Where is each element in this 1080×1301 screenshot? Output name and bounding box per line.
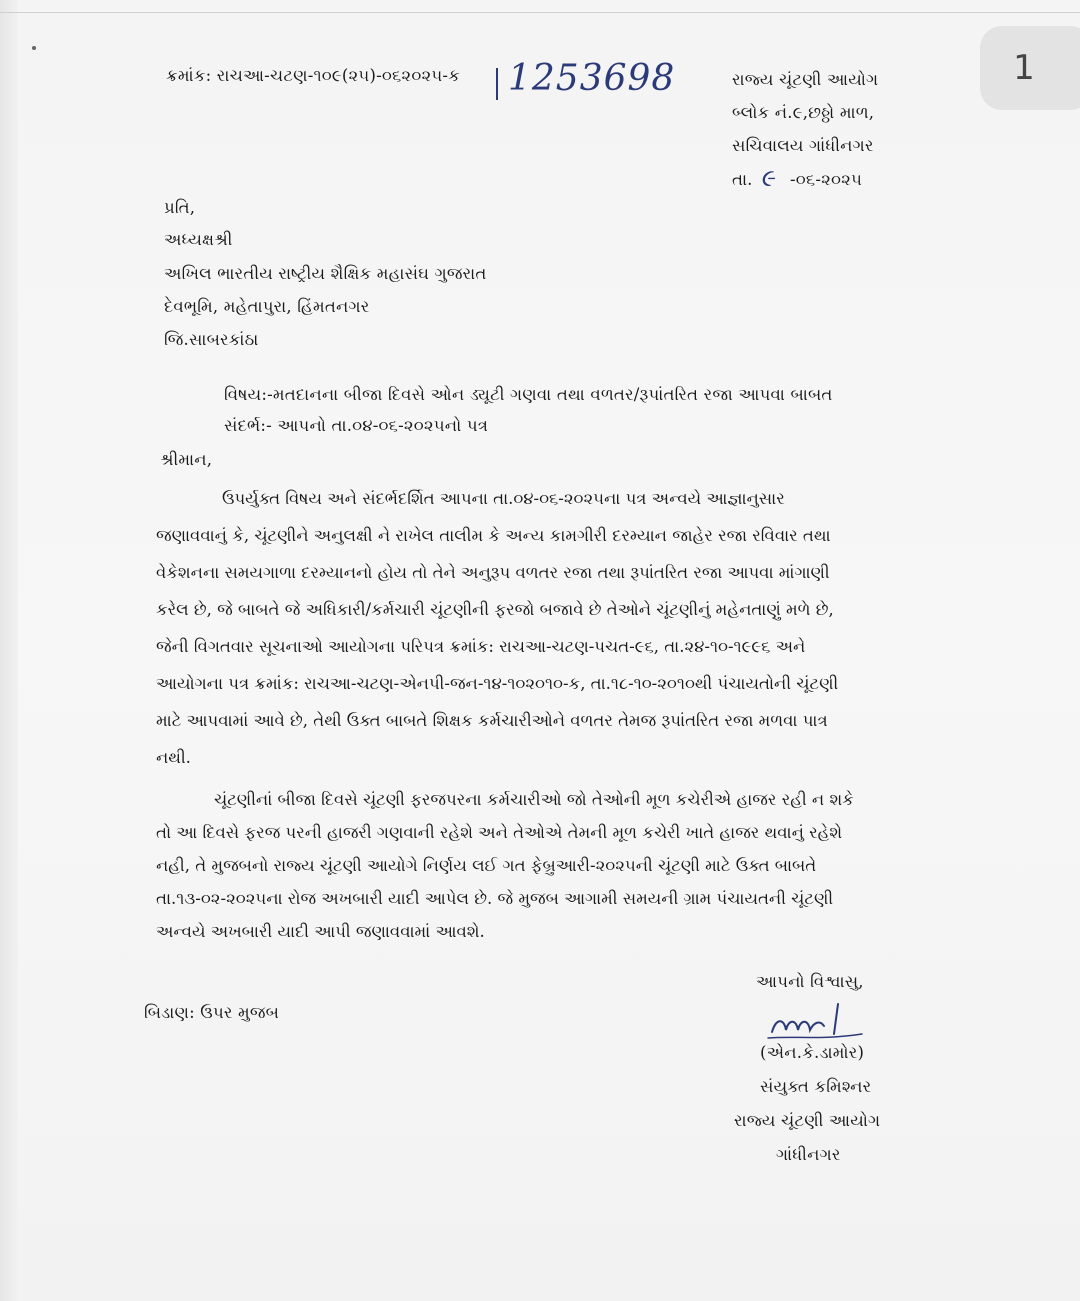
paragraph-1-line: કરેલ છે, જે બાબતે જે અધિકારી/કર્મચારી ચૂંટણીની ફરજો બજાવે છે તેઓને ચૂંટણીનું મહેનતાણું મળે છે, (156, 600, 834, 619)
handwritten-stroke (496, 68, 498, 100)
signatory-place: ગાંધીનગર (776, 1145, 841, 1164)
paragraph-1-line: ઉપર્યુક્ત વિષય અને સંદર્ભદર્શિત આપના તા.૦૪-૦૬-૨૦૨૫ના પત્ર અન્વયે આજ્ઞાનુસાર (222, 489, 785, 508)
paragraph-1-line: વેકેશનના સમયગાળા દરમ્યાનનો હોય તો તેને અનુરૂપ વળતર રજા તથા રૂપાંતરિત રજા આપવા માંગાણી (156, 563, 830, 582)
paragraph-1-line: નથી. (156, 748, 191, 767)
enclosure-note: બિડાણ: ઉપર મુજબ (144, 1003, 280, 1022)
salutation: શ્રીમાન, (160, 450, 213, 469)
paragraph-2-line: નહી, તે મુજબનો રાજ્ય ચૂંટણી આયોગે નિર્ણય લઈ ગત ફેબ્રુઆરી-૨૦૨૫ની ચૂંટણી માટે ઉક્ત બાબતે (156, 856, 817, 875)
handwritten-ref-number: 1253698 (508, 58, 676, 99)
paper-edge (0, 0, 18, 1301)
page-number-badge (980, 26, 1080, 110)
reference-number: ક્રમાંક: રાચઆ-ચટણ-૧૦૯(૨૫)-૦૬૨૦૨૫-ક (166, 66, 460, 85)
letter-date-prefix: તા. (732, 170, 753, 189)
letter-date-suffix: -૦૬-૨૦૨૫ (790, 170, 863, 189)
letter-subject: વિષય:-મતદાનના બીજા દિવસે ઓન ડ્યૂટી ગણવા તથા વળતર/રૂપાંતરિત રજા આપવા બાબત (224, 385, 833, 404)
handwritten-day: ૯ (760, 164, 775, 192)
closing-phrase: આપનો વિશ્વાસુ, (756, 972, 864, 991)
recipient-to: પ્રતિ, (164, 198, 196, 217)
recipient-line-3: દેવભૂમિ, મહેતાપુરા, હિંમતનગર (164, 297, 370, 316)
top-rule (0, 12, 1080, 13)
office-line-3: સચિવાલય ગાંધીનગર (732, 136, 874, 155)
paragraph-1-line: જેની વિગતવાર સૂચનાઓ આયોગના પરિપત્ર ક્રમાંક: રાચઆ-ચટણ-પચત-૯૬, તા.૨૪-૧૦-૧૯૯૬ અને (156, 637, 806, 656)
paragraph-2-line: તો આ દિવસે ફરજ પરની હાજરી ગણવાની રહેશે અને તેઓએ તેમની મૂળ કચેરી ખાતે હાજર થવાનું રહેશે (156, 823, 843, 842)
handwritten-signature (764, 998, 874, 1046)
paragraph-1 (156, 480, 936, 776)
office-line-1: રાજ્ય ચૂંટણી આયોગ (732, 70, 879, 89)
recipient-line-2: અખિલ ભારતીય રાષ્ટ્રીય શૈક્ષિક મહાસંઘ ગુજરાત (164, 264, 487, 283)
letter-reference: સંદર્ભ:- આપનો તા.૦૪-૦૬-૨૦૨૫નો પત્ર (224, 416, 489, 435)
page-number: 1 (1013, 48, 1035, 88)
scan-speck (32, 46, 36, 50)
recipient-line-1: અધ્યક્ષશ્રી (164, 230, 233, 249)
recipient-line-4: જિ.સાબરકાંઠા (164, 330, 259, 349)
paragraph-2-line: અન્વયે અખબારી યાદી આપી જણાવવામાં આવશે. (156, 922, 485, 941)
signatory-title: સંયુક્ત કમિશ્નર (760, 1077, 872, 1096)
signatory-organization: રાજ્ય ચૂંટણી આયોગ (734, 1111, 881, 1130)
paragraph-2-line: તા.૧૩-૦૨-૨૦૨૫ના રોજ અખબારી યાદી આપેલ છે. જે મુજબ આગામી સમયની ગ્રામ પંચાયતની ચૂંટણી (156, 889, 834, 908)
paragraph-1-line: જણાવવાનું કે, ચૂંટણીને અનુલક્ષી ને રાખેલ તાલીમ કે અન્ય કામગીરી દરમ્યાન જાહેર રજા રવિવાર તથા (156, 526, 831, 545)
paragraph-2 (156, 783, 936, 948)
paragraph-1-line: માટે આપવામાં આવે છે, તેથી ઉક્ત બાબતે શિક્ષક કર્મચારીઓને વળતર તેમજ રૂપાંતરિત રજા મળવા પાત્ર (156, 711, 828, 730)
paragraph-1-line: આયોગના પત્ર ક્રમાંક: રાચઆ-ચટણ-એનપી-જન-૧૪-૧૦૨૦૧૦-ક, તા.૧૮-૧૦-૨૦૧૦થી પંચાયતોની ચૂંટણી (156, 674, 839, 693)
office-line-2: બ્લોક નં.૯,છઠ્ઠો માળ, (732, 103, 875, 122)
signatory-name: (એન.કે.ડામોર) (760, 1043, 865, 1062)
paragraph-2-line: ચૂંટણીનાં બીજા દિવસે ચૂંટણી ફરજપરના કર્મચારીઓ જો તેઓની મૂળ કચેરીએ હાજર રહી ન શકે (214, 790, 854, 809)
